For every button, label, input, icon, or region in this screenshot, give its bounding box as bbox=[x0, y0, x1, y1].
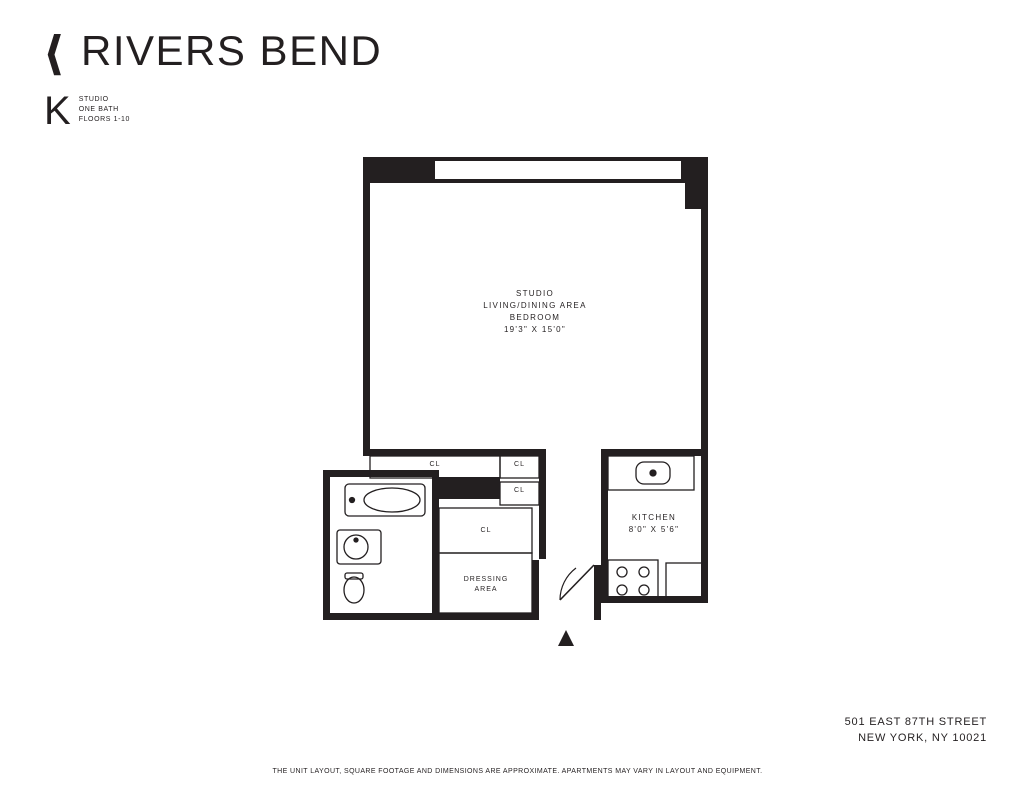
studio-dimensions: 19'3" X 15'0" bbox=[503, 325, 567, 334]
address-line-1: 501 EAST 87TH STREET bbox=[844, 716, 987, 728]
unit-spec-floors: FLOORS 1-10 bbox=[78, 116, 131, 123]
room-label-studio bbox=[435, 288, 635, 336]
entry-arrow-icon bbox=[558, 630, 574, 646]
room-label-kitchen bbox=[574, 512, 734, 536]
unit-spec-bath: ONE BATH bbox=[78, 106, 119, 113]
studio-line-3: BEDROOM bbox=[509, 313, 561, 322]
unit-spec-type: STUDIO bbox=[78, 96, 109, 103]
building-address bbox=[845, 714, 987, 746]
kitchen-line-1: KITCHEN bbox=[631, 513, 677, 522]
studio-line-1: STUDIO bbox=[515, 289, 555, 298]
closet-label-2: CL bbox=[514, 461, 525, 468]
closet-label-4: CL bbox=[480, 527, 492, 534]
brand-title: RIVERS BEND bbox=[81, 27, 383, 74]
closet-label-1: CL bbox=[429, 461, 441, 468]
kitchen-dimensions: 8'0" X 5'6" bbox=[628, 525, 680, 534]
dressing-line-1: DRESSING bbox=[463, 576, 509, 583]
room-label-dressing-area bbox=[406, 575, 566, 595]
bracket-mark-icon: ❰ bbox=[44, 30, 66, 74]
dressing-line-2: AREA bbox=[474, 586, 498, 593]
unit-letter: K bbox=[44, 89, 71, 133]
address-line-2: NEW YORK, NY 10021 bbox=[858, 732, 987, 744]
disclaimer-text: THE UNIT LAYOUT, SQUARE FOOTAGE AND DIMENSIONS ARE APPROXIMATE. APARTMENTS MAY VARY IN LAYOUT AND EQUIPMENT. bbox=[272, 768, 763, 775]
closet-label-3: CL bbox=[514, 487, 525, 494]
studio-line-2: LIVING/DINING AREA bbox=[483, 301, 587, 310]
